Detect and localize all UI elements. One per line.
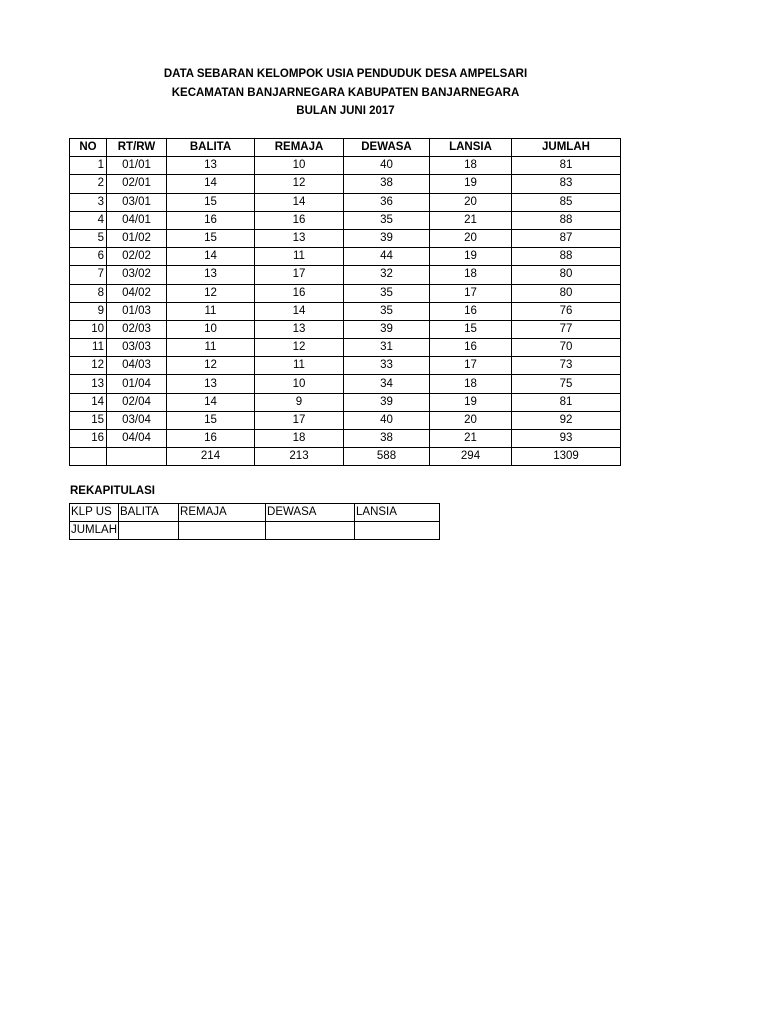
table-row [70,339,621,357]
cell-no[interactable]: 13 [70,375,107,393]
cell-rtrw[interactable]: 03/03 [107,339,167,357]
cell-no[interactable]: 10 [70,320,107,338]
cell-jumlah[interactable]: 92 [512,411,621,429]
cell-remaja[interactable]: 17 [255,266,344,284]
cell-no[interactable]: 8 [70,284,107,302]
title-line-2: KECAMATAN BANJARNEGARA KABUPATEN BANJARNEGARA [171,86,520,99]
cell-jumlah[interactable]: 87 [512,229,621,247]
cell-lansia[interactable]: 16 [430,339,512,357]
rekap-cell-remaja[interactable]: REMAJA [179,504,266,522]
cell-jumlah[interactable]: 76 [512,302,621,320]
table-row [70,357,621,375]
total-remaja[interactable]: 213 [255,448,344,466]
cell-no[interactable]: 6 [70,248,107,266]
rekap-cell-empty[interactable] [355,522,440,540]
table-row [70,266,621,284]
cell-dewasa[interactable]: 39 [344,229,430,247]
total-lansia[interactable]: 294 [430,448,512,466]
table-row [70,430,621,448]
cell-lansia[interactable]: 19 [430,175,512,193]
cell-balita[interactable]: 11 [167,339,255,357]
cell-dewasa[interactable]: 32 [344,266,430,284]
cell-balita[interactable]: 15 [167,411,255,429]
total-rtrw[interactable] [107,448,167,466]
cell-no[interactable]: 12 [70,357,107,375]
cell-lansia[interactable]: 18 [430,157,512,175]
cell-lansia[interactable]: 21 [430,211,512,229]
cell-lansia[interactable]: 20 [430,193,512,211]
cell-balita[interactable]: 13 [167,375,255,393]
cell-rtrw[interactable]: 02/04 [107,393,167,411]
cell-jumlah[interactable]: 80 [512,284,621,302]
table-row [70,393,621,411]
table-row [70,284,621,302]
cell-remaja[interactable]: 14 [255,302,344,320]
header-remaja[interactable]: REMAJA [255,139,344,157]
cell-rtrw[interactable]: 02/02 [107,248,167,266]
header-dewasa[interactable]: DEWASA [344,139,430,157]
table-row [70,375,621,393]
cell-jumlah[interactable]: 70 [512,339,621,357]
cell-lansia[interactable]: 20 [430,229,512,247]
cell-balita[interactable]: 10 [167,320,255,338]
cell-rtrw[interactable]: 04/03 [107,357,167,375]
cell-remaja[interactable]: 14 [255,193,344,211]
cell-lansia[interactable]: 17 [430,284,512,302]
table-row [70,175,621,193]
cell-lansia[interactable]: 18 [430,375,512,393]
cell-lansia[interactable]: 21 [430,430,512,448]
cell-jumlah[interactable]: 77 [512,320,621,338]
totals-row [70,448,621,466]
cell-no[interactable]: 15 [70,411,107,429]
cell-lansia[interactable]: 20 [430,411,512,429]
cell-rtrw[interactable]: 01/04 [107,375,167,393]
cell-rtrw[interactable]: 01/02 [107,229,167,247]
table-row [70,248,621,266]
cell-remaja[interactable]: 17 [255,411,344,429]
cell-remaja[interactable]: 16 [255,284,344,302]
cell-no[interactable]: 7 [70,266,107,284]
total-no[interactable] [70,448,107,466]
cell-remaja[interactable]: 16 [255,211,344,229]
cell-no[interactable]: 14 [70,393,107,411]
rekap-jumlah-row [70,522,440,540]
cell-jumlah[interactable]: 93 [512,430,621,448]
cell-balita[interactable]: 16 [167,430,255,448]
rekap-title: REKAPITULASI [70,485,155,497]
header-no[interactable]: NO [70,139,107,157]
rekap-header-row [70,504,440,522]
table-header-row [70,139,621,157]
cell-dewasa[interactable]: 33 [344,357,430,375]
rekap-table [69,503,440,540]
cell-dewasa[interactable]: 39 [344,320,430,338]
title-line-3: BULAN JUNI 2017 [296,105,395,117]
total-jumlah[interactable]: 1309 [512,448,621,466]
cell-balita[interactable]: 15 [167,229,255,247]
cell-no[interactable]: 11 [70,339,107,357]
cell-remaja[interactable]: 11 [255,357,344,375]
cell-balita[interactable]: 15 [167,193,255,211]
rekap-cell-klp[interactable]: KLP US [70,504,119,522]
cell-remaja[interactable]: 10 [255,157,344,175]
total-dewasa[interactable]: 588 [344,448,430,466]
cell-jumlah[interactable]: 88 [512,248,621,266]
cell-balita[interactable]: 11 [167,302,255,320]
cell-jumlah[interactable]: 80 [512,266,621,284]
cell-lansia[interactable]: 19 [430,248,512,266]
cell-jumlah[interactable]: 83 [512,175,621,193]
cell-lansia[interactable]: 17 [430,357,512,375]
table-row [70,193,621,211]
cell-dewasa[interactable]: 35 [344,284,430,302]
table-row [70,157,621,175]
cell-jumlah[interactable]: 81 [512,157,621,175]
cell-no[interactable]: 2 [70,175,107,193]
table-row [70,411,621,429]
cell-jumlah[interactable]: 73 [512,357,621,375]
cell-rtrw[interactable]: 03/02 [107,266,167,284]
cell-dewasa[interactable]: 40 [344,411,430,429]
cell-dewasa[interactable]: 38 [344,430,430,448]
table-row [70,320,621,338]
table-row [70,211,621,229]
rekap-cell-empty[interactable] [266,522,355,540]
cell-rtrw[interactable]: 01/03 [107,302,167,320]
header-lansia[interactable]: LANSIA [430,139,512,157]
cell-remaja[interactable]: 12 [255,175,344,193]
cell-jumlah[interactable]: 88 [512,211,621,229]
cell-no[interactable]: 3 [70,193,107,211]
cell-dewasa[interactable]: 36 [344,193,430,211]
cell-remaja[interactable]: 12 [255,339,344,357]
document-title-block [70,65,621,121]
header-jumlah[interactable]: JUMLAH [512,139,621,157]
cell-rtrw[interactable]: 03/01 [107,193,167,211]
cell-balita[interactable]: 13 [167,157,255,175]
cell-no[interactable]: 5 [70,229,107,247]
header-balita[interactable]: BALITA [167,139,255,157]
cell-lansia[interactable]: 19 [430,393,512,411]
total-balita[interactable]: 214 [167,448,255,466]
cell-balita[interactable]: 12 [167,284,255,302]
cell-remaja[interactable]: 10 [255,375,344,393]
cell-no[interactable]: 9 [70,302,107,320]
cell-rtrw[interactable]: 02/03 [107,320,167,338]
rekap-cell-empty[interactable] [179,522,266,540]
cell-dewasa[interactable]: 44 [344,248,430,266]
cell-rtrw[interactable]: 03/04 [107,411,167,429]
cell-lansia[interactable]: 18 [430,266,512,284]
header-rtrw[interactable]: RT/RW [107,139,167,157]
rekap-cell-jumlah[interactable]: JUMLAH [70,522,119,540]
cell-no[interactable]: 1 [70,157,107,175]
cell-remaja[interactable]: 11 [255,248,344,266]
rekap-cell-lansia[interactable]: LANSIA [355,504,440,522]
title-line-1: DATA SEBARAN KELOMPOK USIA PENDUDUK DESA AMPELSARI [163,68,528,80]
cell-rtrw[interactable]: 04/01 [107,211,167,229]
cell-balita[interactable]: 16 [167,211,255,229]
cell-dewasa[interactable]: 35 [344,211,430,229]
cell-balita[interactable]: 12 [167,357,255,375]
cell-jumlah[interactable]: 81 [512,393,621,411]
table-row [70,229,621,247]
cell-dewasa[interactable]: 31 [344,339,430,357]
cell-lansia[interactable]: 15 [430,320,512,338]
cell-balita[interactable]: 14 [167,248,255,266]
cell-dewasa[interactable]: 35 [344,302,430,320]
cell-balita[interactable]: 14 [167,175,255,193]
cell-jumlah[interactable]: 75 [512,375,621,393]
cell-remaja[interactable]: 13 [255,229,344,247]
cell-no[interactable]: 16 [70,430,107,448]
cell-rtrw[interactable]: 01/01 [107,157,167,175]
cell-dewasa[interactable]: 38 [344,175,430,193]
cell-rtrw[interactable]: 04/02 [107,284,167,302]
cell-lansia[interactable]: 16 [430,302,512,320]
cell-remaja[interactable]: 13 [255,320,344,338]
rekap-cell-balita[interactable]: BALITA [119,504,179,522]
cell-balita[interactable]: 14 [167,393,255,411]
cell-balita[interactable]: 13 [167,266,255,284]
cell-dewasa[interactable]: 34 [344,375,430,393]
cell-dewasa[interactable]: 40 [344,157,430,175]
cell-remaja[interactable]: 9 [255,393,344,411]
rekap-cell-dewasa[interactable]: DEWASA [266,504,355,522]
cell-rtrw[interactable]: 02/01 [107,175,167,193]
cell-remaja[interactable]: 18 [255,430,344,448]
population-table [69,138,621,466]
table-row [70,302,621,320]
cell-jumlah[interactable]: 85 [512,193,621,211]
rekap-cell-empty[interactable] [119,522,179,540]
cell-dewasa[interactable]: 39 [344,393,430,411]
cell-rtrw[interactable]: 04/04 [107,430,167,448]
cell-no[interactable]: 4 [70,211,107,229]
